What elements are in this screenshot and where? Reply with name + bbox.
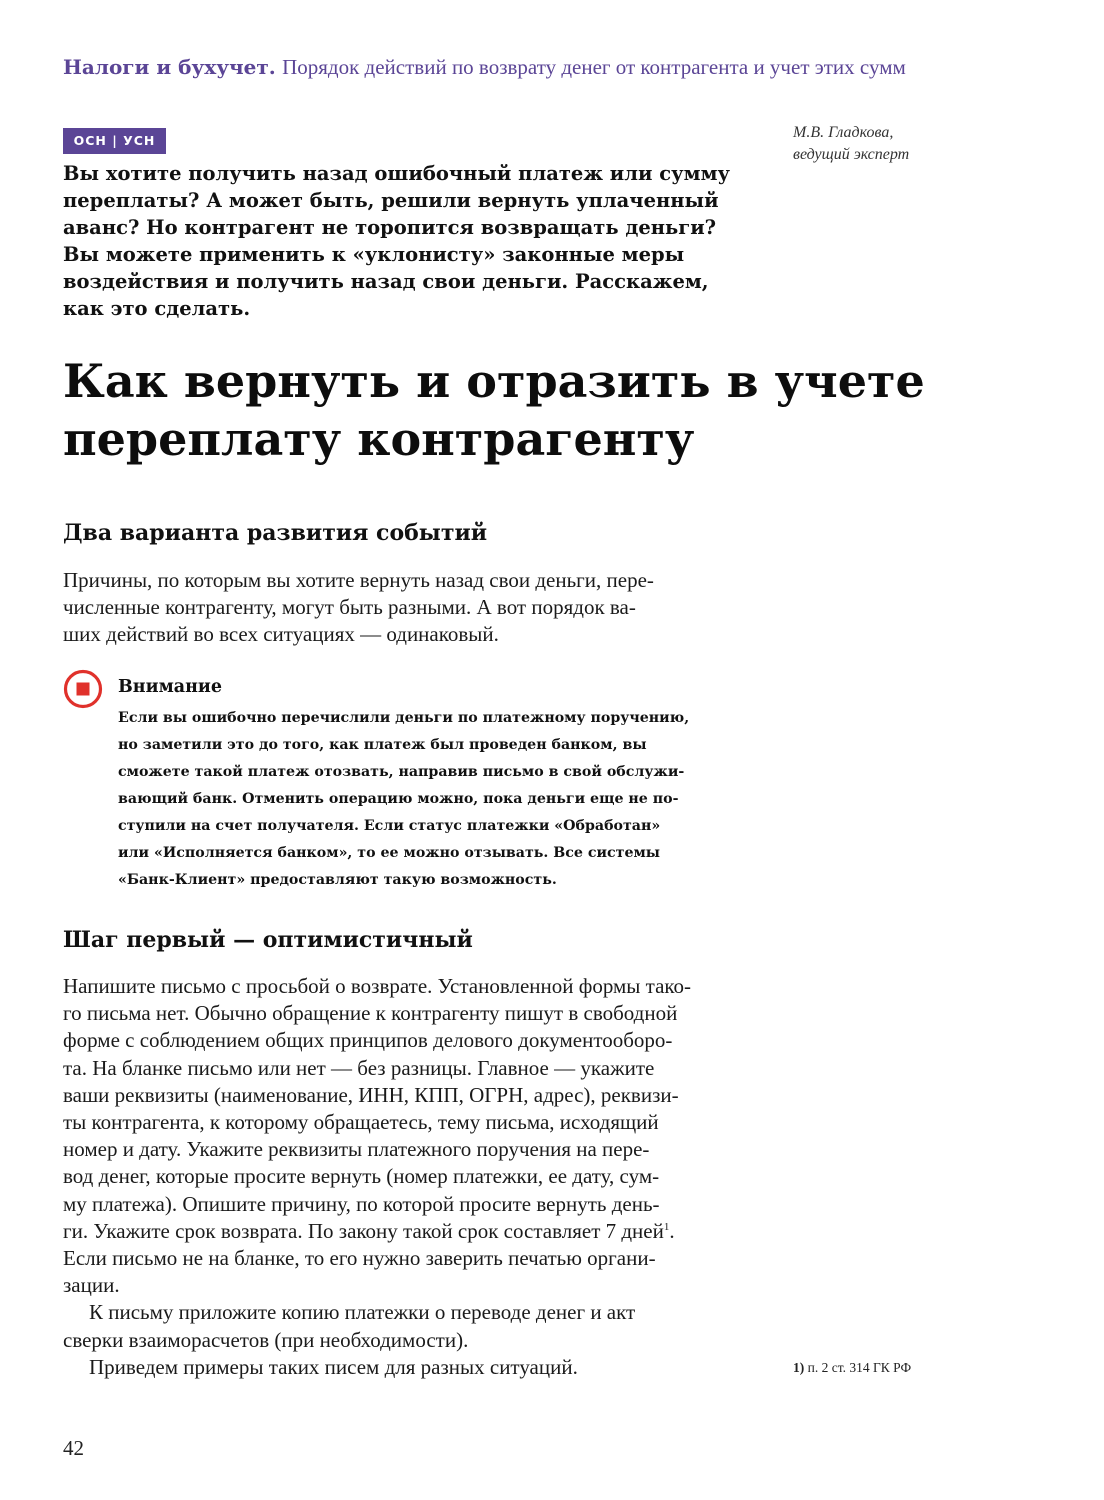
text-line: ших действий во всех ситуациях — одинаковый. [63,622,499,647]
tax-regime-badge: ОСН | УСН [63,128,166,154]
lead-line: переплаты? А может быть, решили вернуть уплаченный [63,189,719,212]
article-subtitle: Порядок действий по возврату денег от контрагента и учет этих сумм [282,55,906,79]
warning-text [118,705,689,894]
lead-line: Вы хотите получить назад ошибочный платеж или сумму [63,162,730,185]
running-header [63,55,906,80]
lead-line: аванс? Но контрагент не торопится возвращать деньги? [63,216,717,239]
lead-line: как это сделать. [63,297,251,320]
title-line: Как вернуть и отразить в учете [63,354,925,408]
section2-body [63,973,743,1381]
warning-line: «Банк-Клиент» предоставляют такую возможность. [118,872,557,888]
warning-line: или «Исполняется банком», то ее можно отзывать. Все системы [118,845,661,861]
author-block [793,122,909,166]
section-heading-scenarios: Два варианта развития событий [63,520,488,546]
warning-line: ступили на счет получателя. Если статус платежки «Обработан» [118,818,661,834]
text-line: Напишите письмо с просьбой о возврате. Установленной формы тако- [63,974,692,998]
warning-line: вающий банк. Отменить операцию можно, пока деньги еще не по- [118,791,679,807]
text-line: Причины, по которым вы хотите вернуть назад свои деньги, пере- [63,568,654,592]
warning-line: но заметили это до того, как платеж был проведен банком, вы [118,737,647,753]
page-number: 42 [63,1436,84,1460]
text-line: ты контрагента, к которому обращаетесь, тему письма, исходящий [63,1110,659,1135]
section-name: Налоги и бухучет. [63,55,276,79]
text-line: Если письмо не на бланке, то его нужно заверить печатью органи- [63,1246,656,1271]
text-line: та. На бланке письмо или нет — без разницы. Главное — укажите [63,1055,655,1080]
section1-paragraph [63,567,743,649]
text-line: вод денег, которые просите вернуть (номер платежки, ее дату, сум- [63,1164,660,1189]
text-line: Приведем примеры таких писем для разных ситуаций. [89,1354,578,1379]
author-role: ведущий эксперт [793,146,910,163]
footnote-number: 1) [793,1360,805,1375]
lead-line: Вы можете применить к «уклонисту» законные меры [63,243,685,266]
text-line: сверки взаиморасчетов (при необходимости). [63,1327,469,1352]
text-line: го письма нет. Обычно обращение к контрагенту пишут в свободной [63,1001,678,1026]
lead-paragraph [63,160,743,322]
title-line: переплату контрагенту [63,412,695,466]
text-line: номер и дату. Укажите реквизиты платежного поручения на пере- [63,1137,650,1162]
text-line: зации. [63,1273,120,1298]
stop-icon [63,669,103,709]
lead-line: воздействия и получить назад свои деньги. Расскажем, [63,270,709,293]
warning-line: Если вы ошибочно перечислили деньги по платежному поручению, [118,710,690,726]
warning-title: Внимание [118,677,223,697]
page-title [63,352,925,468]
text-line: численные контрагенту, могут быть разными. А вот порядок ва- [63,595,636,620]
footnote-ref[interactable]: 1 [663,1220,670,1233]
footnote [793,1360,911,1376]
text-line: му платежа). Опишите причину, по которой просите вернуть день- [63,1191,660,1216]
text-line: форме с соблюдением общих принципов делового документооборо- [63,1028,673,1053]
text-line: ваши реквизиты (наименование, ИНН, КПП, ОГРН, адрес), реквизи- [63,1082,679,1107]
author-name: М.В. Гладкова, [793,124,894,141]
text-line: К письму приложите копию платежки о переводе денег и акт [89,1300,636,1325]
section-heading-step-one: Шаг первый — оптимистичный [63,927,473,953]
text-line: ги. Укажите срок возврата. По закону такой срок составляет 7 дней [63,1218,664,1243]
text-line-with-footnote: ги. Укажите срок возврата. По закону такой срок составляет 7 дней$^1$. [63,1218,675,1243]
footnote-text: п. 2 ст. 314 ГК РФ [807,1360,912,1375]
warning-line: сможете такой платеж отозвать, направив письмо в свой обслужи- [118,764,685,780]
